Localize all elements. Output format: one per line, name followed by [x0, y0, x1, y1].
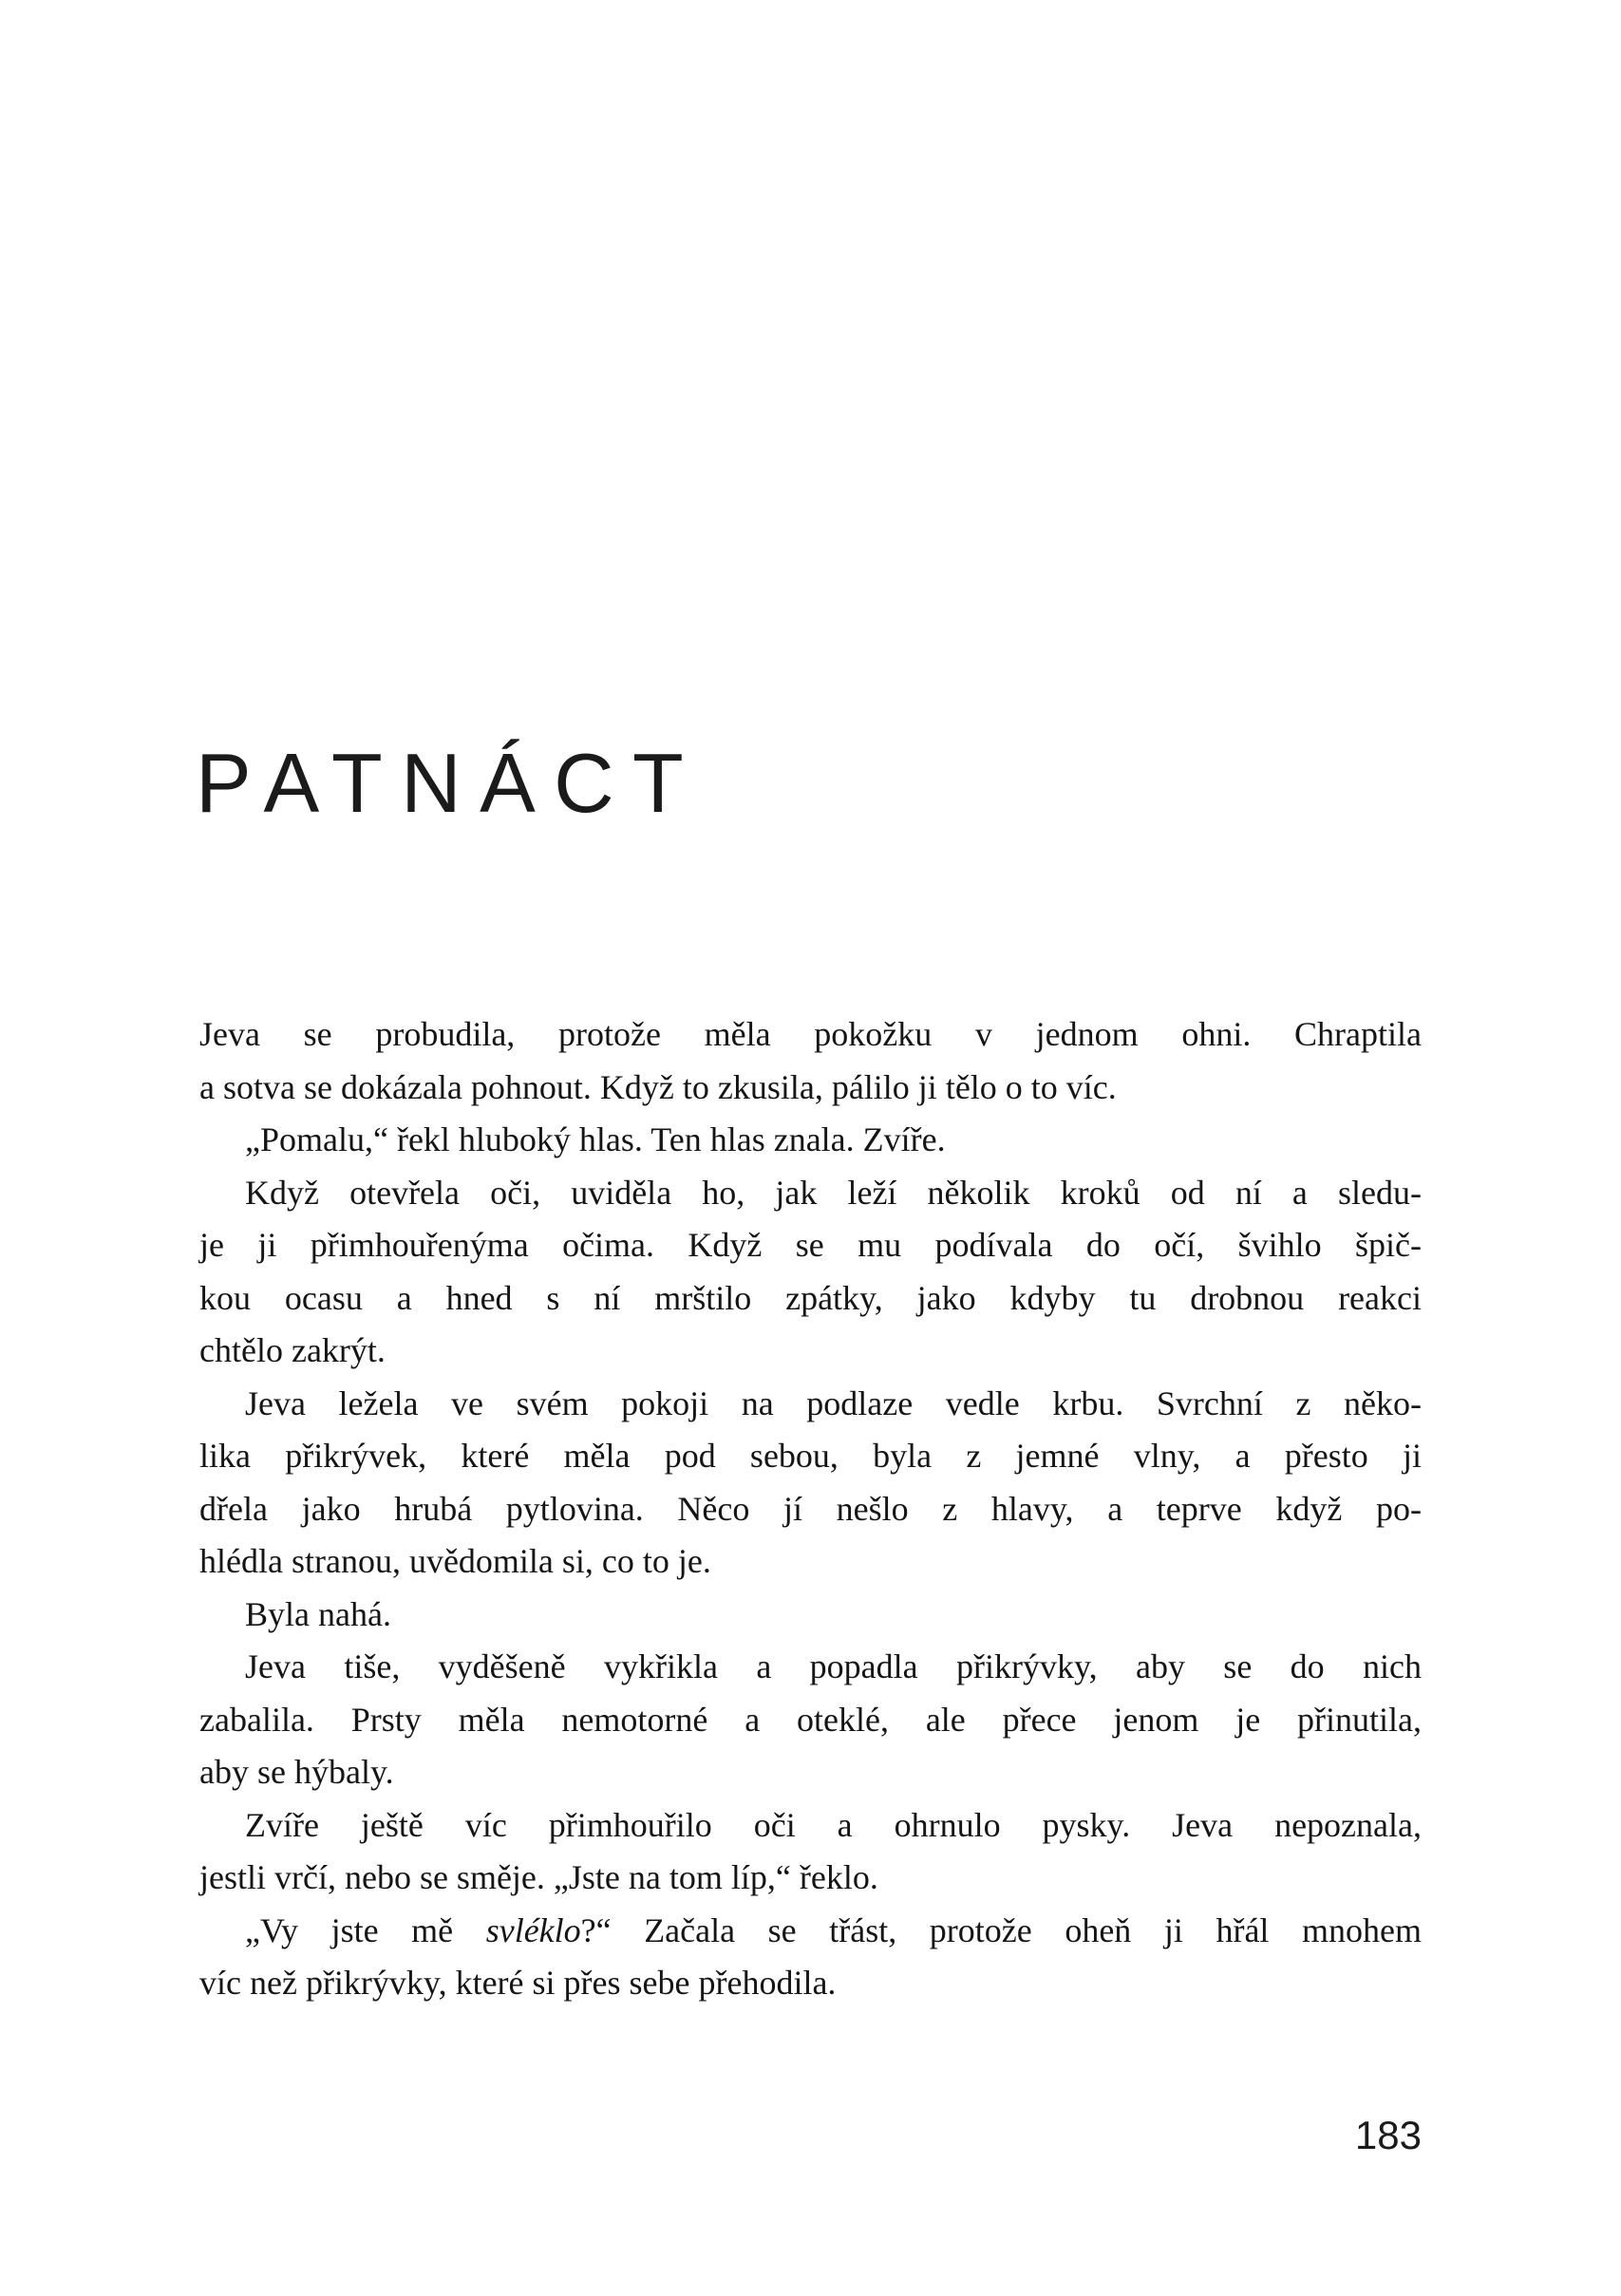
text-line: dřela jako hrubá pytlovina. Něco jí nešlo z hlavy, a teprve když po-: [199, 1489, 1422, 1528]
text-line: „Pomalu,“ řekl hluboký hlas. Ten hlas znala. Zvíře.: [245, 1120, 946, 1158]
text-line: Jeva ležela ve svém pokoji na podlaze vedle krbu. Svrchní z něko-: [245, 1383, 1422, 1422]
text-line: jestli vrčí, nebo se směje. „Jste na tom líp,“ řeklo.: [199, 1858, 878, 1896]
body-text: [199, 1008, 1422, 2010]
page-number: 183: [1354, 2113, 1422, 2157]
text-line: zabalila. Prsty měla nemotorné a oteklé, ale přece jenom je přinutila,: [199, 1700, 1422, 1739]
text-line: Zvíře ještě víc přimhouřilo oči a ohrnulo pysky. Jeva nepoznala,: [245, 1805, 1422, 1844]
text-run-italic: svléklo: [485, 1910, 581, 1949]
text-line: je ji přimhouřenýma očima. Když se mu podívala do očí, švihlo špič-: [199, 1226, 1422, 1264]
text-line: Byla nahá.: [245, 1594, 391, 1633]
text-line: kou ocasu a hned s ní mrštilo zpátky, jako kdyby tu drobnou reakci: [199, 1278, 1422, 1317]
text-line: Jeva tiše, vyděšeně vykřikla a popadla přikrývky, aby se do nich: [245, 1647, 1422, 1685]
text-line: Když otevřela oči, uviděla ho, jak leží několik kroků od ní a sledu-: [245, 1173, 1422, 1212]
chapter-title: PATNÁCT: [196, 735, 703, 830]
text-run: ?“ Začala se třást, protože oheň ji hřál mnohem: [580, 1910, 1422, 1949]
text-line: lika přikrývek, které měla pod sebou, byla z jemné vlny, a přesto ji: [199, 1437, 1422, 1475]
text-line: hlédla stranou, uvědomila si, co to je.: [199, 1542, 711, 1580]
text-run: „Vy jste mě: [245, 1910, 486, 1949]
text-line: a sotva se dokázala pohnout. Když to zkusila, pálilo ji tělo o to víc.: [199, 1067, 1117, 1106]
text-line: [199, 1905, 1422, 1958]
text-line: aby se hýbaly.: [199, 1753, 394, 1791]
text-line: chtělo zakrýt.: [199, 1331, 386, 1369]
text-line: víc než přikrývky, které si přes sebe přehodila.: [199, 1964, 837, 2002]
text-line: Jeva se probudila, protože měla pokožku v jednom ohni. Chraptila: [199, 1015, 1422, 1053]
